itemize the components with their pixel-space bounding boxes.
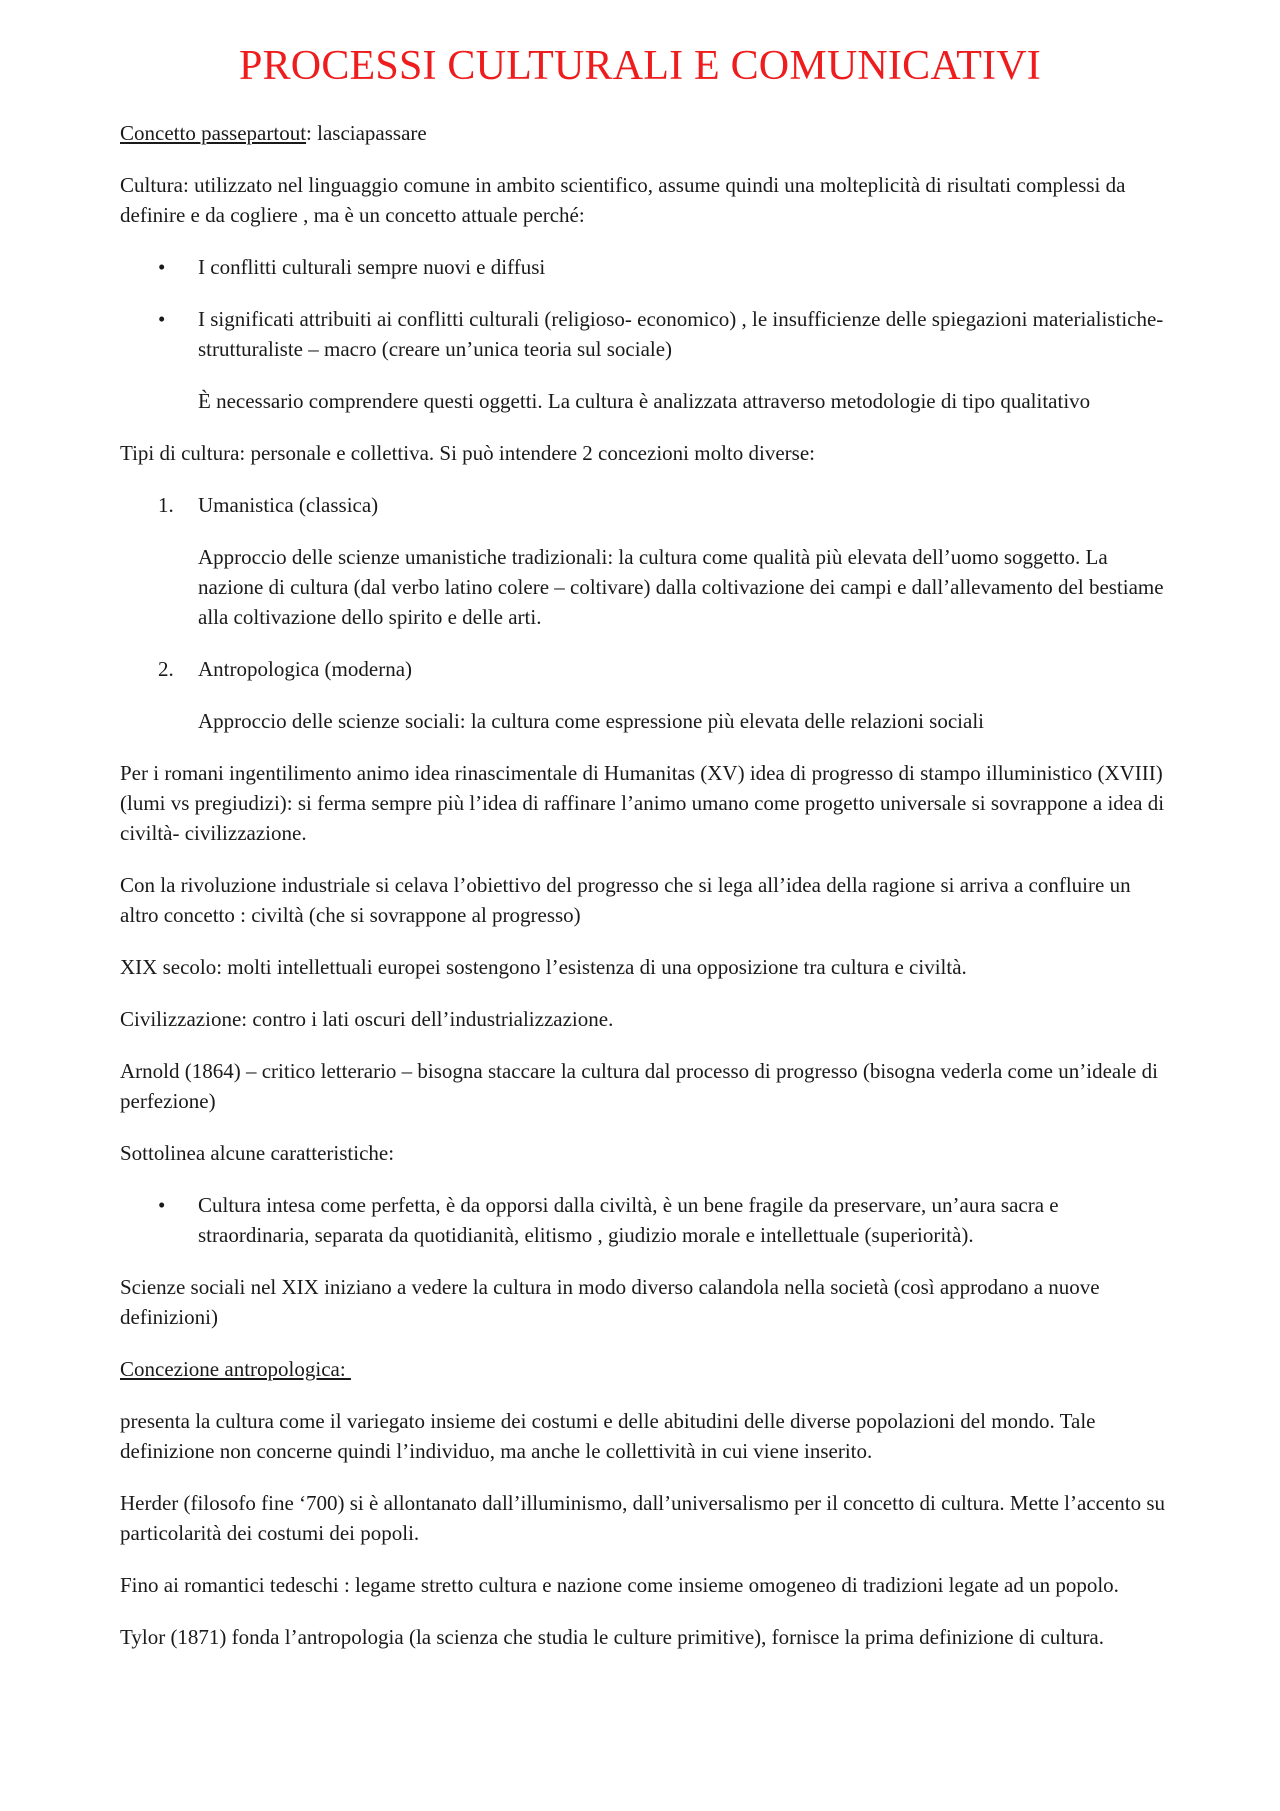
- item-text: Umanistica (classica): [198, 493, 379, 517]
- paragraph-cultura: Cultura: utilizzato nel linguaggio comune in ambito scientifico, assume quindi una molteplicità di risultati complessi da definire e da cogliere , ma è un concetto attuale perché:: [120, 173, 1126, 227]
- page-title: PROCESSI CULTURALI E COMUNICATIVI: [239, 43, 1041, 89]
- item-description: Approccio delle scienze umanistiche tradizionali: la cultura come qualità più elevata dell’uomo soggetto. La nazione di cultura (dal verbo latino colere – coltivare) dalla coltivazione dei campi e dall’allevamento del bestiame alla coltivazione dello spirito e delle arti.: [198, 545, 1164, 629]
- bullet-marker: •: [158, 255, 166, 279]
- underlined-term: Concetto passepartout: [120, 121, 307, 145]
- paragraph-scienze-sociali: Scienze sociali nel XIX iniziano a vedere la cultura in modo diverso calandola nella società (così approdano a nuove definizioni): [120, 1275, 1100, 1329]
- paragraph-presenta: presenta la cultura come il variegato insieme dei costumi e delle abitudini delle diverse popolazioni del mondo. Tale definizione non concerne quindi l’individuo, ma anche le collettività in cui viene inserito.: [120, 1409, 1096, 1463]
- bullet-marker: •: [158, 307, 166, 331]
- paragraph-passepartout: [120, 118, 1170, 148]
- bullet-item: [120, 304, 1170, 364]
- bullet-text: I significati attribuiti ai conflitti culturali (religioso- economico) , le insufficienze delle spiegazioni materialistiche- strutturaliste – macro (creare un’unica teoria sul sociale): [198, 307, 1164, 361]
- paragraph-civilizzazione: Civilizzazione: contro i lati oscuri dell’industrializzazione.: [120, 1007, 614, 1031]
- paragraph-herder: Herder (filosofo fine ‘700) si è allontanato dall’illuminismo, dall’universalismo per il concetto di cultura. Mette l’accento su particolarità dei costumi dei popoli.: [120, 1491, 1166, 1545]
- item-number: 1.: [158, 493, 174, 517]
- term-definition: : lasciapassare: [306, 121, 427, 145]
- bullet-text: I conflitti culturali sempre nuovi e diffusi: [198, 255, 546, 279]
- item-number: 2.: [158, 657, 174, 681]
- bullet-item: [120, 1190, 1170, 1250]
- paragraph-romantici: Fino ai romantici tedeschi : legame stretto cultura e nazione come insieme omogeneo di tradizioni legate ad un popolo.: [120, 1573, 1119, 1597]
- paragraph-romani: Per i romani ingentilimento animo idea rinascimentale di Humanitas (XV) idea di progresso di stampo illuministico (XVIII) (lumi vs pregiudizi): si ferma sempre più l’idea di raffinare l’animo umano come progetto universale si sovrappone a idea di civiltà- civilizzazione.: [120, 761, 1165, 845]
- bullet-marker: •: [158, 1193, 166, 1217]
- numbered-item: [120, 654, 1170, 684]
- document-body: [120, 118, 1170, 1674]
- bullet-text: Cultura intesa come perfetta, è da opporsi dalla civiltà, è un bene fragile da preservare, un’aura sacra e straordinaria, separata da quotidianità, elitismo , giudizio morale e intellettuale (superiorità).: [198, 1193, 1059, 1247]
- paragraph-tylor: Tylor (1871) fonda l’antropologia (la scienza che studia le culture primitive), fornisce la prima definizione di cultura.: [120, 1625, 1105, 1649]
- item-text: Antropologica (moderna): [198, 657, 413, 681]
- paragraph-xix-secolo: XIX secolo: molti intellettuali europei sostengono l’esistenza di una opposizione tra cultura e civiltà.: [120, 955, 967, 979]
- paragraph-sottolinea: Sottolinea alcune caratteristiche:: [120, 1141, 395, 1165]
- indented-paragraph: È necessario comprendere questi oggetti. La cultura è analizzata attraverso metodologie di tipo qualitativo: [198, 389, 1091, 413]
- item-description: Approccio delle scienze sociali: la cultura come espressione più elevata delle relazioni sociali: [198, 709, 985, 733]
- numbered-item: [120, 490, 1170, 520]
- section-heading-antropologica: Concezione antropologica:: [120, 1357, 351, 1381]
- bullet-item: [120, 252, 1170, 282]
- paragraph-rivoluzione: Con la rivoluzione industriale si celava l’obiettivo del progresso che si lega all’idea della ragione si arriva a confluire un altro concetto : civiltà (che si sovrappone al progresso): [120, 873, 1131, 927]
- paragraph-tipi-cultura: Tipi di cultura: personale e collettiva. Si può intendere 2 concezioni molto diverse:: [120, 441, 815, 465]
- paragraph-arnold: Arnold (1864) – critico letterario – bisogna staccare la cultura dal processo di progresso (bisogna vederla come un’ideale di perfezione): [120, 1059, 1158, 1113]
